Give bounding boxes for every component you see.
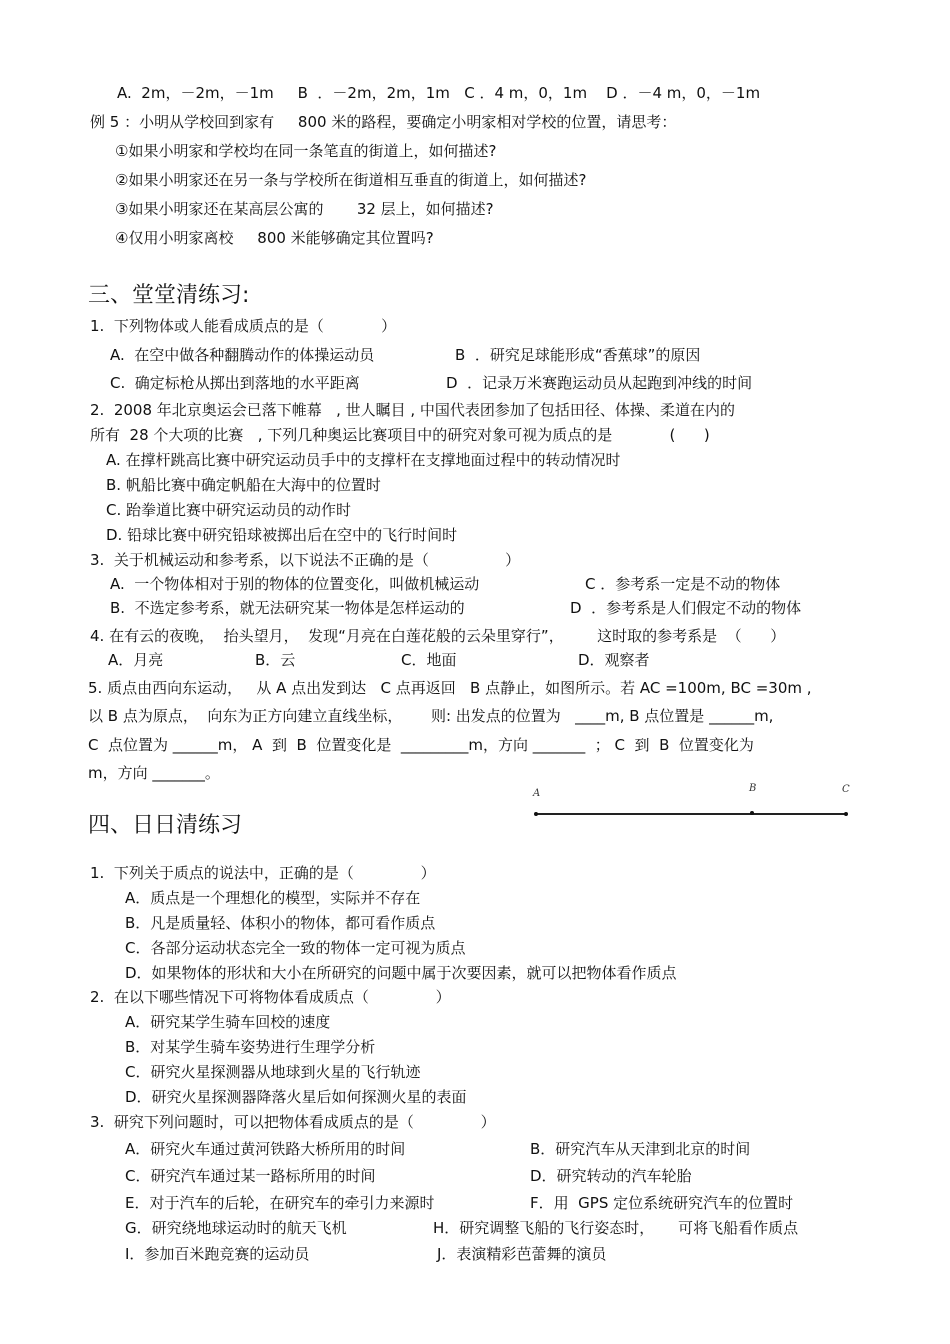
s3-q4-option-a: A．月亮	[108, 651, 164, 669]
s4-q3-option-g: G．研究绕地球运动时的航天飞机	[125, 1219, 347, 1237]
section3-title: 三、堂堂清练习:	[88, 283, 250, 308]
example5-q3: ③如果小明家还在某高层公寓的 32 层上，如何描述?	[115, 200, 494, 218]
s3-q2-stem-line1: 2. 2008 年北京奥运会已落下帷幕 , 世人瞩目 , 中国代表团参加了包括田径、体操、柔道在内的	[90, 401, 735, 419]
s3-q2-option-b: B. 帆船比赛中确定帆船在大海中的位置时	[106, 476, 381, 494]
s3-q1-option-d: D ．记录万米赛跑运动员从起跑到冲线的时间	[446, 374, 753, 392]
example5-q2: ②如果小明家还在另一条与学校所在街道相互垂直的街道上，如何描述?	[115, 171, 587, 189]
s3-q5-line1: 5. 质点由西向东运动， 从 A 点出发到达 C 点再返回 B 点静止，如图所示。若 AC =100m, BC =30m ,	[88, 679, 812, 697]
s4-q1-option-c: C．各部分运动状态完全一致的物体一定可视为质点	[125, 939, 466, 957]
s3-q4-option-d: D．观察者	[578, 651, 650, 669]
s3-q2-option-c: C. 跆拳道比赛中研究运动员的动作时	[106, 501, 352, 519]
s4-q3-stem: 3. 研究下列问题时，可以把物体看成质点的是（ ）	[90, 1113, 496, 1131]
example5-q1: ①如果小明家和学校均在同一条笔直的街道上，如何描述?	[115, 142, 497, 160]
s3-q4-option-c: C．地面	[401, 651, 457, 669]
section4-title: 四、日日清练习	[88, 813, 243, 838]
s3-q1-stem: 1. 下列物体或人能看成质点的是（ ）	[90, 317, 397, 335]
s3-q2-stem-line2: 所有 28 个大项的比赛 , 下列几种奥运比赛项目中的研究对象可视为质点的是 ( )	[90, 426, 710, 444]
s4-q1-option-d: D．如果物体的形状和大小在所研究的问题中属于次要因素，就可以把物体看作质点	[125, 964, 677, 982]
label-b: B	[749, 783, 757, 794]
s4-q2-option-d: D．研究火星探测器降落火星后如何探测火星的表面	[125, 1088, 467, 1106]
s3-q4-option-b: B．云	[255, 651, 296, 669]
example5-q4: ④仅用小明家离校 800 米能够确定其位置吗?	[115, 229, 434, 247]
example4-options: A. 2m，－2m，－1m B ．－2m，2m，1m C ．4 m，0，1m D ．－4 m，0，－1m	[117, 84, 761, 102]
label-c: C	[842, 784, 850, 795]
s3-q2-option-a: A. 在撑杆跳高比赛中研究运动员手中的支撑杆在支撑地面过程中的转动情况时	[106, 451, 621, 469]
s3-q3-option-c: C ．参考系一定是不动的物体	[585, 575, 781, 593]
s3-q1-option-a: A. 在空中做各种翻腾动作的体操运动员	[110, 346, 375, 364]
s4-q3-option-h: H．研究调整飞船的飞行姿态时， 可将飞船看作质点	[433, 1219, 799, 1237]
s4-q3-option-i: I．参加百米跑竞赛的运动员	[125, 1245, 310, 1263]
s4-q2-option-b: B．对某学生骑车姿势进行生理学分析	[125, 1038, 376, 1056]
s3-q5-line4: m，方向 _______。	[88, 764, 220, 782]
s4-q3-option-c: C．研究汽车通过某一路标所用的时间	[125, 1167, 376, 1185]
s4-q2-option-c: C．研究火星探测器从地球到火星的飞行轨迹	[125, 1063, 421, 1081]
s3-q5-line2: 以 B 点为原点， 向东为正方向建立直线坐标， 则: 出发点的位置为 ____m, B 点位置是 ______m,	[88, 707, 774, 725]
s4-q3-option-b: B．研究汽车从天津到北京的时间	[530, 1140, 751, 1158]
example5-stem: 例 5 ：小明从学校回到家有 800 米的路程，要确定小明家相对学校的位置，请思考：	[90, 113, 677, 131]
s3-q3-stem: 3. 关于机械运动和参考系，以下说法不正确的是（ ）	[90, 551, 521, 569]
point-a	[534, 812, 538, 816]
s3-q3-option-a: A. 一个物体相对于别的物体的位置变化，叫做机械运动	[110, 575, 480, 593]
s4-q3-option-f: F．用 GPS 定位系统研究汽车的位置时	[530, 1194, 794, 1212]
s3-q1-option-b: B ．研究足球能形成“香蕉球”的原因	[455, 346, 701, 364]
s4-q1-option-a: A．质点是一个理想化的模型，实际并不存在	[125, 889, 421, 907]
s4-q3-option-d: D．研究转动的汽车轮胎	[530, 1167, 692, 1185]
s3-q1-option-c: C. 确定标枪从掷出到落地的水平距离	[110, 374, 360, 392]
s4-q3-option-j: J．表演精彩芭蕾舞的演员	[437, 1245, 607, 1263]
s4-q3-option-e: E．对于汽车的后轮，在研究车的牵引力来源时	[125, 1194, 435, 1212]
s4-q1-stem: 1. 下列关于质点的说法中，正确的是（ ）	[90, 864, 436, 882]
s3-q3-option-d: D ．参考系是人们假定不动的物体	[570, 599, 802, 617]
s4-q2-stem: 2. 在以下哪些情况下可将物体看成质点（ ）	[90, 988, 451, 1006]
s3-q4-stem: 4. 在有云的夜晚， 抬头望月， 发现“月亮在白莲花般的云朵里穿行”， 这时取的参考系是 （ ）	[90, 627, 786, 645]
s4-q2-option-a: A．研究某学生骑车回校的速度	[125, 1013, 331, 1031]
point-c	[844, 812, 848, 816]
s4-q1-option-b: B．凡是质量轻、体积小的物体，都可看作质点	[125, 914, 436, 932]
point-b	[750, 811, 754, 815]
s4-q3-option-a: A．研究火车通过黄河铁路大桥所用的时间	[125, 1140, 406, 1158]
s3-q5-line3: C 点位置为 ______m， A 到 B 位置变化是 _________m，方向 _______ ； C 到 B 位置变化为	[88, 736, 754, 754]
s3-q2-option-d: D. 铅球比赛中研究铅球被掷出后在空中的飞行时间时	[106, 526, 458, 544]
label-a: A	[533, 788, 541, 799]
s3-q3-option-b: B. 不选定参考系，就无法研究某一物体是怎样运动的	[110, 599, 465, 617]
